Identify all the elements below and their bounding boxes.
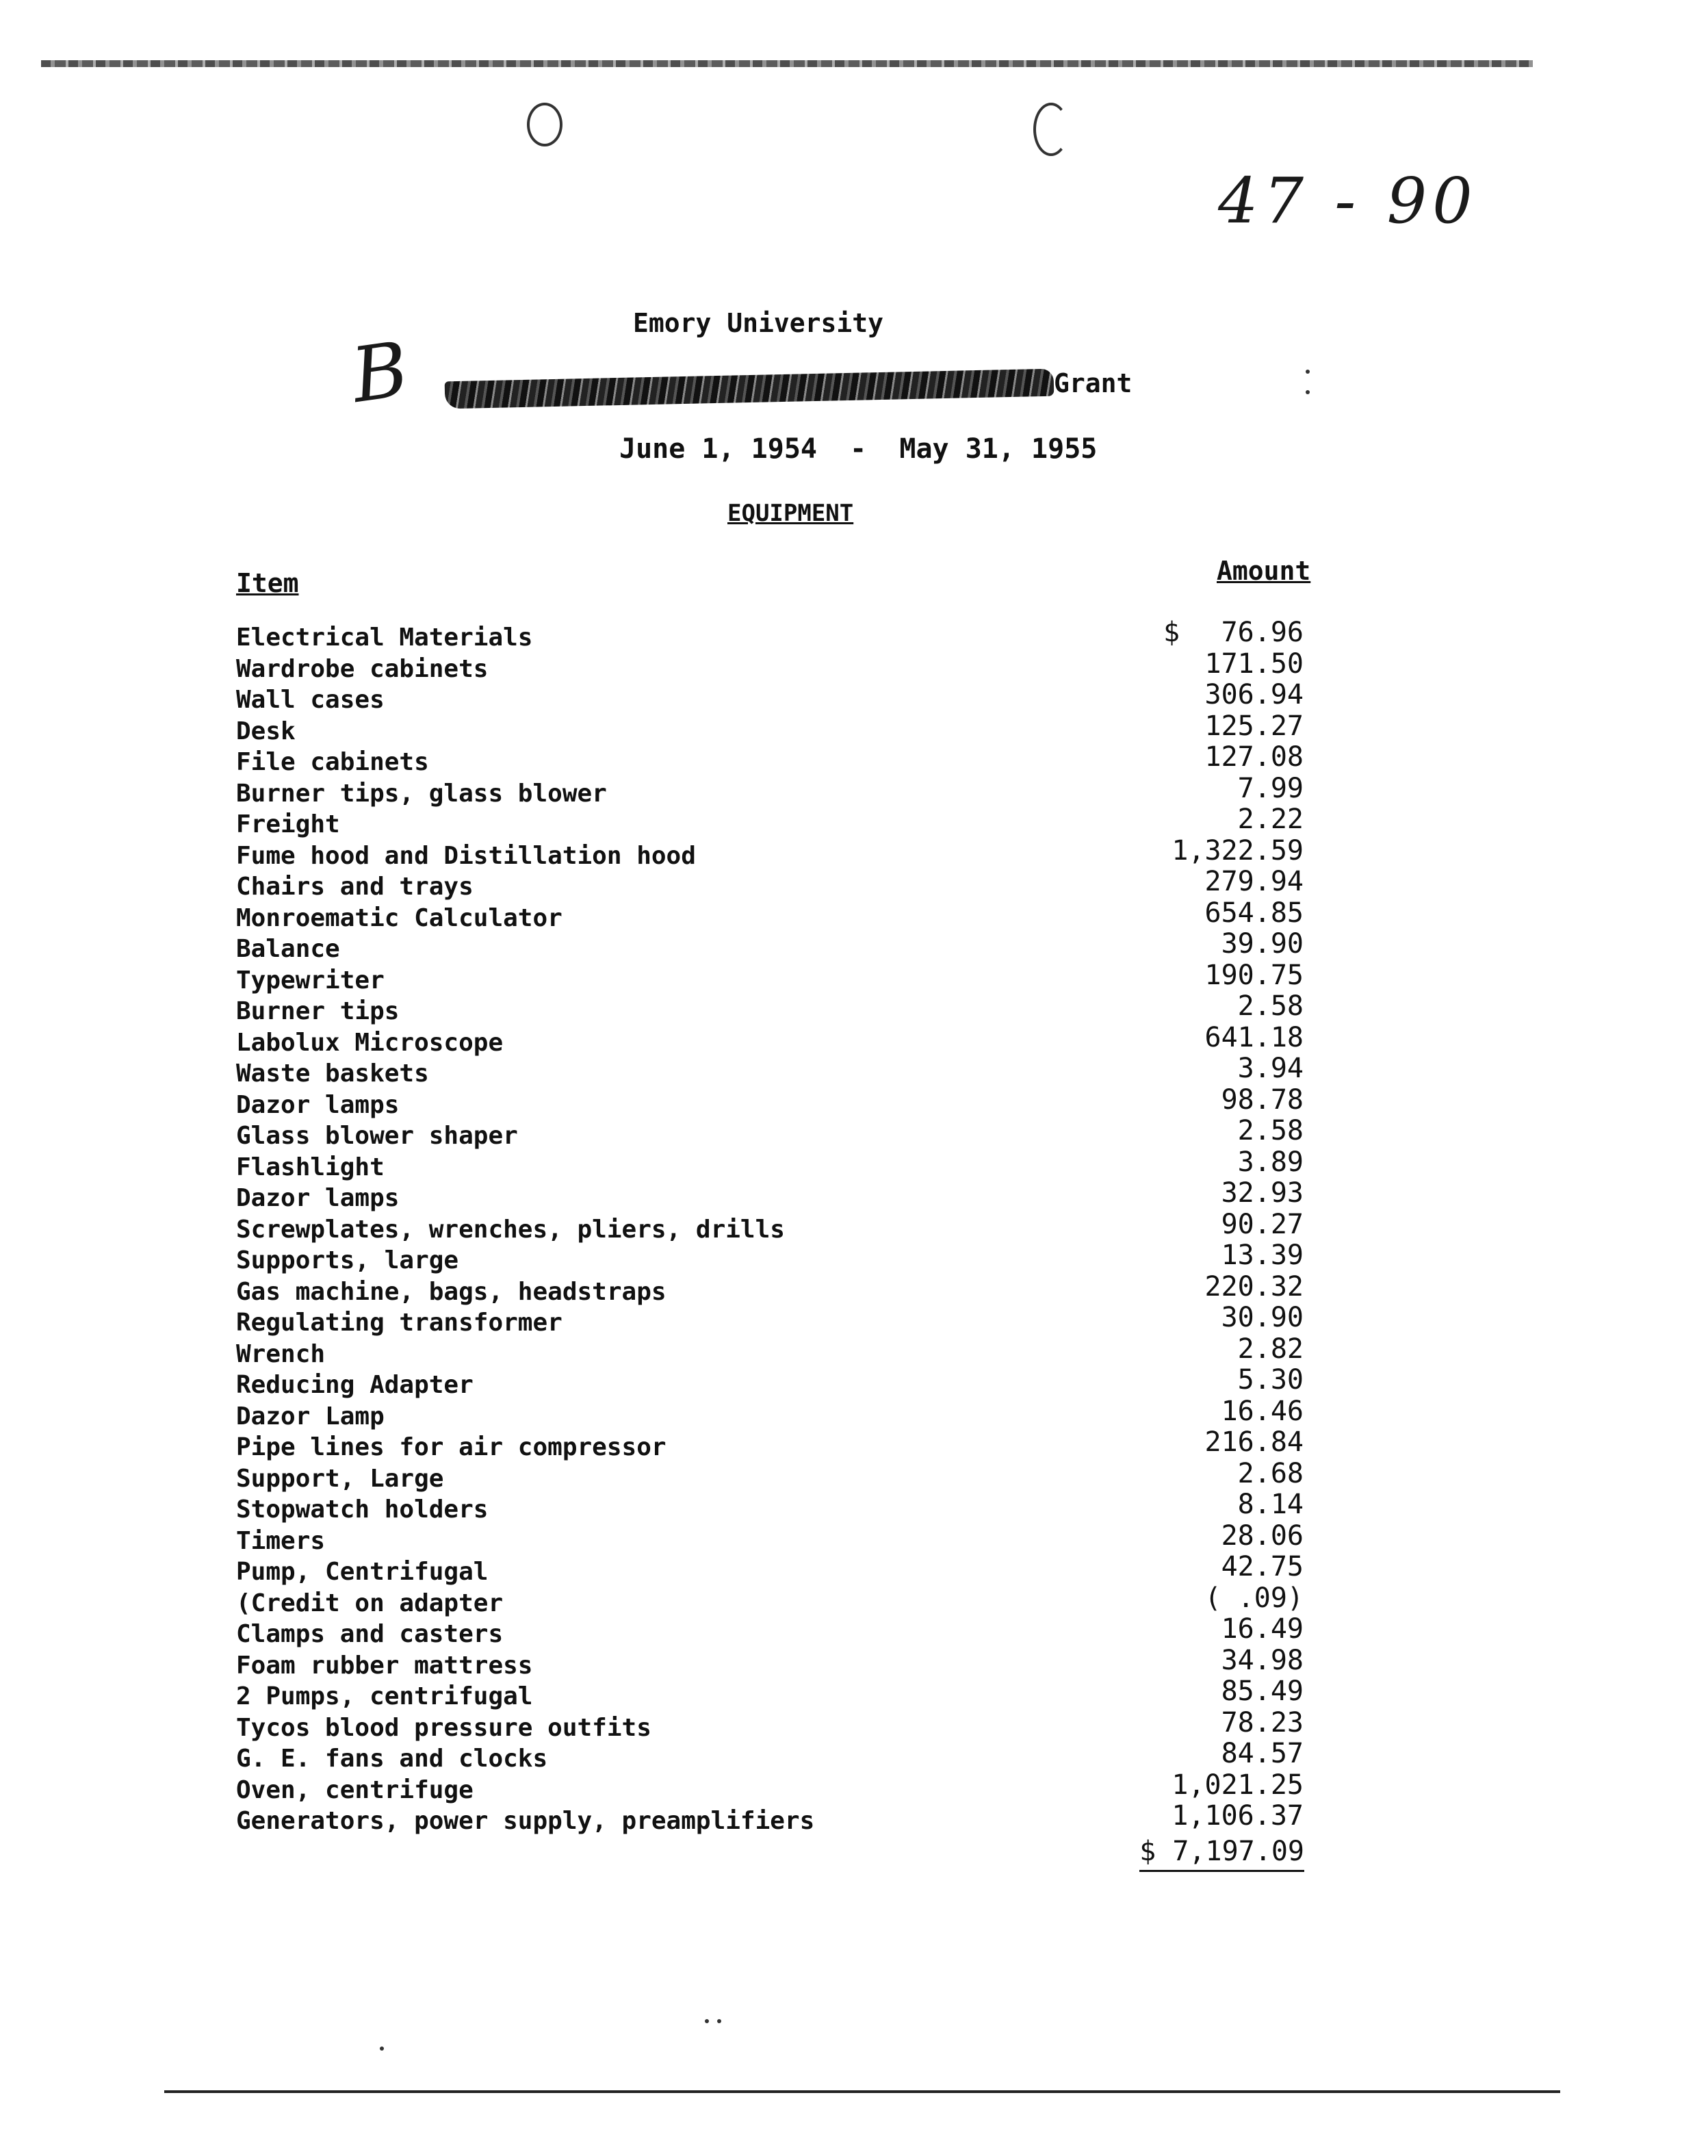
- item-name: Wardrobe cabinets: [236, 654, 489, 683]
- item-amount: 85.49: [1221, 1676, 1304, 1707]
- item-amount: 2.58: [1237, 990, 1304, 1022]
- column-header-item: Item: [236, 568, 299, 598]
- table-row: [236, 1021, 1304, 1061]
- item-name: Dazor Lamp: [236, 1402, 385, 1430]
- item-name: Stopwatch holders: [236, 1496, 489, 1524]
- table-row: [236, 1083, 1304, 1123]
- table-row: [236, 1676, 1304, 1715]
- table-row: [236, 1644, 1304, 1684]
- item-name: Gas machine, bags, headstraps: [236, 1277, 667, 1306]
- item-name: Dazor lamps: [236, 1090, 400, 1119]
- item-amount: 2.68: [1237, 1457, 1304, 1489]
- item-amount: 220.32: [1204, 1270, 1304, 1302]
- organization-name: Emory University: [633, 308, 884, 338]
- table-row: [236, 1769, 1304, 1808]
- table-row: [236, 617, 1304, 656]
- item-amount: 125.27: [1204, 710, 1304, 742]
- table-row: [236, 1395, 1304, 1435]
- item-name: Pump, Centrifugal: [236, 1558, 489, 1586]
- item-name: Generators, power supply, preamplifiers: [236, 1807, 815, 1835]
- handwritten-reference-number: 47 - 90: [1218, 164, 1478, 238]
- item-amount: 279.94: [1204, 866, 1304, 897]
- item-amount: 7.99: [1237, 772, 1304, 804]
- table-row: [236, 1270, 1304, 1310]
- grant-period: June 1, 1954 - May 31, 1955: [619, 433, 1098, 465]
- item-name: Timers: [236, 1526, 326, 1555]
- item-amount: 1,021.25: [1172, 1769, 1304, 1801]
- table-row: [236, 1146, 1304, 1185]
- item-name: Glass blower shaper: [236, 1122, 518, 1150]
- item-amount: 654.85: [1204, 897, 1304, 929]
- section-title: EQUIPMENT: [727, 500, 854, 527]
- item-name: Wrench: [236, 1339, 326, 1368]
- item-name: Oven, centrifuge: [236, 1775, 474, 1804]
- table-row: [236, 1333, 1304, 1372]
- scan-edge: [41, 60, 1533, 67]
- table-row: [236, 1302, 1304, 1341]
- item-name: Balance: [236, 935, 340, 963]
- item-name: Regulating transformer: [236, 1309, 562, 1337]
- item-name: G. E. fans and clocks: [236, 1745, 548, 1773]
- item-name: Burner tips: [236, 997, 400, 1025]
- item-name: Fume hood and Distillation hood: [236, 841, 696, 870]
- column-header-amount: Amount: [1217, 556, 1311, 586]
- scan-speck: [1306, 390, 1310, 394]
- item-amount: 78.23: [1221, 1706, 1304, 1738]
- table-row: [236, 866, 1304, 905]
- item-name: Reducing Adapter: [236, 1371, 474, 1399]
- table-row: [236, 1457, 1304, 1497]
- item-name: 2 Pumps, centrifugal: [236, 1682, 533, 1710]
- currency-symbol: $: [1163, 617, 1180, 648]
- item-amount: 16.49: [1221, 1613, 1304, 1645]
- table-row: [236, 1706, 1304, 1746]
- table-row: [236, 1582, 1304, 1621]
- table-row: [236, 1208, 1304, 1248]
- item-amount: 3.94: [1237, 1053, 1304, 1084]
- item-amount: 34.98: [1221, 1644, 1304, 1676]
- table-row: [236, 741, 1304, 780]
- item-name: Dazor lamps: [236, 1184, 400, 1212]
- item-amount: 84.57: [1221, 1738, 1304, 1769]
- table-row: [236, 647, 1304, 687]
- item-amount: 13.39: [1221, 1240, 1304, 1271]
- handwritten-letter: B: [346, 324, 414, 420]
- table-row: [236, 772, 1304, 812]
- table-row: [236, 990, 1304, 1029]
- bottom-rule: [164, 2090, 1560, 2093]
- table-row: [236, 1519, 1304, 1559]
- item-amount: 306.94: [1204, 679, 1304, 710]
- item-name: Labolux Microscope: [236, 1028, 504, 1057]
- item-amount: 1,106.37: [1172, 1800, 1304, 1832]
- item-amount: 2.22: [1237, 804, 1304, 835]
- table-row: [236, 710, 1304, 749]
- item-amount: 2.82: [1237, 1333, 1304, 1365]
- table-row: [236, 679, 1304, 718]
- item-name: Support, Large: [236, 1464, 444, 1493]
- item-name: Desk: [236, 717, 296, 745]
- item-name: Flashlight: [236, 1153, 385, 1181]
- item-amount: 32.93: [1221, 1177, 1304, 1209]
- table-row: [236, 928, 1304, 967]
- table-row: [236, 1053, 1304, 1092]
- item-amount: 39.90: [1221, 928, 1304, 960]
- item-amount: ( .09): [1204, 1582, 1304, 1614]
- item-amount: 171.50: [1204, 647, 1304, 680]
- scan-speck: [1306, 370, 1310, 374]
- item-amount: 1,322.59: [1172, 834, 1304, 867]
- table-row: [236, 1613, 1304, 1652]
- item-amount: 42.75: [1221, 1551, 1304, 1582]
- scan-speck: [717, 2019, 721, 2023]
- item-name: Electrical Materials: [236, 624, 533, 652]
- table-row: [236, 804, 1304, 843]
- item-amount: 16.46: [1221, 1395, 1304, 1427]
- scan-speck: [380, 2046, 384, 2051]
- table-row: [236, 1177, 1304, 1216]
- table-row: [236, 1489, 1304, 1528]
- item-name: Waste baskets: [236, 1060, 429, 1088]
- item-name: Foam rubber mattress: [236, 1651, 533, 1680]
- item-name: Supports, large: [236, 1246, 459, 1274]
- item-name: Burner tips, glass blower: [236, 779, 607, 808]
- table-row: [236, 1115, 1304, 1154]
- item-amount: 90.27: [1221, 1208, 1304, 1240]
- grant-label: Grant: [1054, 368, 1133, 398]
- total-amount: $ 7,197.09: [1139, 1834, 1304, 1872]
- redaction-mark: [445, 369, 1054, 409]
- item-name: Wall cases: [236, 686, 385, 714]
- table-row: [236, 1738, 1304, 1777]
- table-row: [236, 834, 1304, 874]
- item-name: Pipe lines for air compressor: [236, 1433, 667, 1461]
- item-amount: 28.06: [1221, 1519, 1304, 1552]
- item-amount: 216.84: [1204, 1426, 1304, 1458]
- table-row: [236, 959, 1304, 999]
- punch-hole-mark: [1033, 103, 1069, 156]
- item-amount: 3.89: [1237, 1146, 1304, 1178]
- item-name: Clamps and casters: [236, 1620, 504, 1648]
- item-amount: 5.30: [1237, 1364, 1304, 1396]
- item-amount: 30.90: [1221, 1302, 1304, 1333]
- equipment-table: [236, 617, 1304, 1839]
- item-amount: 98.78: [1221, 1083, 1304, 1116]
- item-amount: 641.18: [1204, 1021, 1304, 1053]
- table-row: [236, 1426, 1304, 1465]
- item-amount: 2.58: [1237, 1115, 1304, 1146]
- item-amount: 190.75: [1204, 959, 1304, 991]
- table-row: [236, 1551, 1304, 1590]
- item-name: Screwplates, wrenches, pliers, drills: [236, 1215, 785, 1244]
- item-amount: 76.96: [1221, 617, 1304, 648]
- item-name: Monroematic Calculator: [236, 903, 562, 932]
- item-amount: 127.08: [1204, 741, 1304, 773]
- item-name: File cabinets: [236, 748, 429, 776]
- table-row: [236, 1240, 1304, 1279]
- table-row: [236, 897, 1304, 936]
- table-row: [236, 1364, 1304, 1403]
- item-name: Tycos blood pressure outfits: [236, 1713, 651, 1742]
- item-name: Freight: [236, 810, 340, 838]
- item-amount: 8.14: [1237, 1489, 1304, 1520]
- item-name: (Credit on adapter: [236, 1589, 504, 1617]
- item-name: Typewriter: [236, 966, 385, 994]
- punch-hole-mark: [527, 103, 562, 146]
- item-name: Chairs and trays: [236, 873, 474, 901]
- scan-speck: [705, 2019, 709, 2023]
